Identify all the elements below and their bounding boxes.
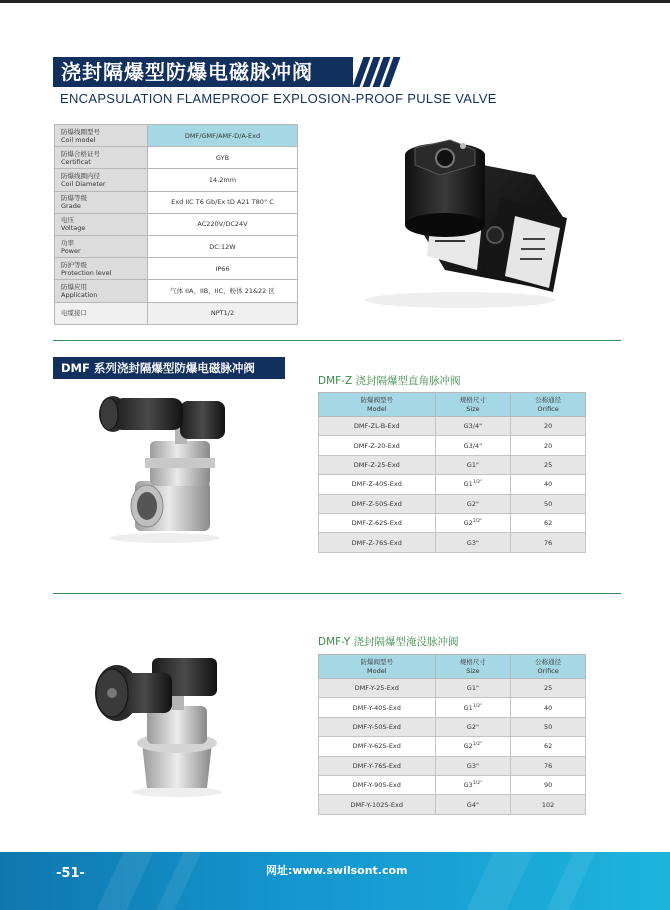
orifice-cell: 20 <box>511 417 586 436</box>
size-value: G3/4" <box>463 422 483 431</box>
col-header-orifice: 公称通径 Orifice <box>511 393 586 417</box>
size-cell <box>435 737 511 756</box>
z-series-valve-photo <box>95 386 230 546</box>
model-cell: DMF-Y-50S-Exd <box>319 717 436 736</box>
orifice-cell: 40 <box>511 475 586 494</box>
spec-row <box>55 191 298 213</box>
y-series-valve-photo <box>92 648 232 798</box>
spec-key <box>55 280 148 302</box>
size-fraction: 1/2" <box>472 480 483 486</box>
z-series-title: DMF-Z 浇封隔爆型直角脉冲阀 <box>318 375 461 387</box>
orifice-cell: 20 <box>511 436 586 455</box>
spec-value: DMF/GMF/AMF-D/A-Exd <box>148 125 298 147</box>
spec-row <box>55 235 298 257</box>
spec-key <box>55 235 148 257</box>
size-cell <box>435 436 511 455</box>
page-title: 浇封隔爆型防爆电磁脉冲阀 <box>53 57 353 87</box>
size-cell <box>435 775 511 794</box>
spec-key <box>55 169 148 191</box>
orifice-cell: 25 <box>511 455 586 474</box>
top-border <box>0 0 670 3</box>
size-cell <box>435 679 511 698</box>
page-subtitle-en: ENCAPSULATION FLAMEPROOF EXPLOSION-PROOF PULSE VALVE <box>60 91 497 106</box>
table-row <box>319 698 586 717</box>
size-value: G2" <box>466 499 479 508</box>
col-header-model: 防爆阀型号 Model <box>319 393 436 417</box>
spec-key-cn: 防爆线圈内径 <box>61 171 100 180</box>
size-value: G3" <box>466 761 479 770</box>
model-cell: DMF-Z-76S-Exd <box>319 533 436 552</box>
table-row <box>319 737 586 756</box>
col-header-model: 防爆阀型号 Model <box>319 655 436 679</box>
website-link[interactable]: 网址:www.swilsont.com <box>266 864 408 877</box>
size-cell <box>435 417 511 436</box>
table-row <box>319 494 586 513</box>
table-row <box>319 417 586 436</box>
table-row <box>319 533 586 552</box>
spec-row <box>55 302 298 324</box>
spec-key <box>55 147 148 169</box>
spec-key-en: Coil model <box>61 135 96 144</box>
divider-2 <box>53 593 621 594</box>
size-value: G2 <box>463 742 473 751</box>
table-row <box>319 775 586 794</box>
coil-spec-table <box>54 124 298 325</box>
model-cell: DMF-Z-20-Exd <box>319 436 436 455</box>
spec-row <box>55 280 298 302</box>
size-fraction: 1/2" <box>472 519 483 525</box>
y-series-table <box>318 654 586 815</box>
table-row <box>319 717 586 736</box>
spec-value: 14.2mm <box>148 169 298 191</box>
col-header-size: 规格尺寸 Size <box>435 655 511 679</box>
spec-row <box>55 169 298 191</box>
spec-key-cn: 电压 <box>61 216 74 225</box>
orifice-cell: 76 <box>511 533 586 552</box>
table-row <box>319 455 586 474</box>
table-row <box>319 679 586 698</box>
table-row <box>319 475 586 494</box>
model-cell: DMF-ZL-B-Exd <box>319 417 436 436</box>
size-value: G1" <box>466 684 479 693</box>
spec-key-cn: 防爆等级 <box>61 194 87 203</box>
spec-key-en: Power <box>61 246 81 255</box>
spec-row <box>55 258 298 280</box>
footer-bar <box>0 852 670 910</box>
size-value: G4" <box>466 800 479 809</box>
spec-key-cn: 防爆应用 <box>61 282 87 291</box>
orifice-cell: 90 <box>511 775 586 794</box>
model-cell: DMF-Z-25-Exd <box>319 455 436 474</box>
z-series-table <box>318 392 586 553</box>
size-cell <box>435 455 511 474</box>
size-value: G2 <box>463 519 473 528</box>
spec-key-cn: 防护等级 <box>61 260 87 269</box>
spec-key-cn: 防爆线圈型号 <box>61 127 100 136</box>
model-cell: DMF-Z-40S-Exd <box>319 475 436 494</box>
size-value: G3 <box>463 781 473 790</box>
spec-key <box>55 213 148 235</box>
size-fraction: 1/2" <box>472 703 483 709</box>
orifice-cell: 62 <box>511 513 586 532</box>
spec-key-en: Certificat <box>61 157 91 166</box>
orifice-cell: 76 <box>511 756 586 775</box>
title-slash-decoration <box>358 57 395 87</box>
size-value: G3" <box>466 538 479 547</box>
spec-key <box>55 258 148 280</box>
section-label: DMF 系列浇封隔爆型防爆电磁脉冲阀 <box>53 357 285 379</box>
spec-value: IP66 <box>148 258 298 280</box>
divider-1 <box>53 340 621 341</box>
table-row <box>319 795 586 814</box>
spec-key-en: Application <box>61 290 98 299</box>
spec-key-en: Grade <box>61 202 81 211</box>
spec-key-en: Coil Diameter <box>61 179 106 188</box>
model-cell: DMF-Y-62S-Exd <box>319 737 436 756</box>
spec-key-cn: 功率 <box>61 238 74 247</box>
orifice-cell: 50 <box>511 494 586 513</box>
orifice-cell: 25 <box>511 679 586 698</box>
model-cell: DMF-Y-76S-Exd <box>319 756 436 775</box>
table-row <box>319 436 586 455</box>
size-cell <box>435 533 511 552</box>
spec-value: 气体 IIA、IIB、IIC，粉体 21&22 区 <box>148 280 298 302</box>
spec-value: DC:12W <box>148 235 298 257</box>
spec-key-cn: 电缆接口 <box>61 309 87 318</box>
model-cell: DMF-Y-25-Exd <box>319 679 436 698</box>
page-number: -51- <box>56 866 85 881</box>
spec-row <box>55 147 298 169</box>
model-cell: DMF-Y-90S-Exd <box>319 775 436 794</box>
size-value: G1 <box>463 480 473 489</box>
model-cell: DMF-Y-102S-Exd <box>319 795 436 814</box>
size-fraction: 1/2" <box>472 742 483 748</box>
spec-key <box>55 302 148 324</box>
spec-key <box>55 191 148 213</box>
col-header-size: 规格尺寸 Size <box>435 393 511 417</box>
size-cell <box>435 513 511 532</box>
spec-value: AC220V/DC24V <box>148 213 298 235</box>
table-row <box>319 513 586 532</box>
spec-key-cn: 防爆合格证号 <box>61 149 100 158</box>
orifice-cell: 102 <box>511 795 586 814</box>
size-cell <box>435 795 511 814</box>
size-value: G2" <box>466 722 479 731</box>
spec-value: GYB <box>148 147 298 169</box>
size-value: G1" <box>466 460 479 469</box>
size-fraction: 1/2" <box>472 781 483 787</box>
spec-value: NPT1/2 <box>148 302 298 324</box>
col-header-orifice: 公称通径 Orifice <box>511 655 586 679</box>
size-cell <box>435 717 511 736</box>
orifice-cell: 50 <box>511 717 586 736</box>
table-row <box>319 756 586 775</box>
size-value: G3/4" <box>463 441 483 450</box>
spec-row <box>55 213 298 235</box>
spec-key-en: Voltage <box>61 224 86 233</box>
size-value: G1 <box>463 703 473 712</box>
model-cell: DMF-Z-62S-Exd <box>319 513 436 532</box>
y-series-title: DMF-Y 浇封隔爆型淹没脉冲阀 <box>318 636 459 648</box>
spec-row <box>55 125 298 147</box>
size-cell <box>435 494 511 513</box>
model-cell: DMF-Y-40S-Exd <box>319 698 436 717</box>
coil-photo <box>335 120 585 315</box>
orifice-cell: 62 <box>511 737 586 756</box>
spec-key <box>55 125 148 147</box>
spec-key-en: Protection level <box>61 268 112 277</box>
size-cell <box>435 756 511 775</box>
size-cell <box>435 475 511 494</box>
model-cell: DMF-Z-50S-Exd <box>319 494 436 513</box>
orifice-cell: 40 <box>511 698 586 717</box>
size-cell <box>435 698 511 717</box>
spec-value: Exd IIC T6 Gb/Ex tD A21 T80° C <box>148 191 298 213</box>
